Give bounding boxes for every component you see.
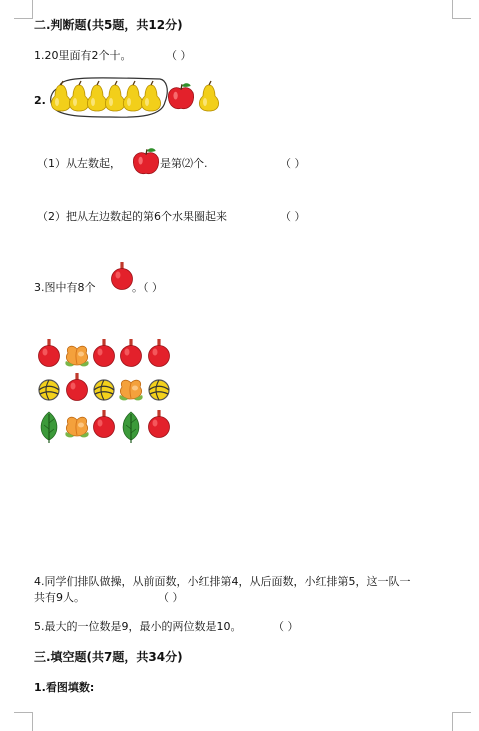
question-text: 1.20里面有2个十。 [34, 49, 132, 62]
question-3-pre: 3.图中有8个 [34, 281, 96, 294]
paddle-icon [94, 410, 115, 438]
answer-paren: （ ） [280, 210, 306, 223]
fill-question-1: 1.看图填数: [34, 681, 95, 694]
paddle-icon [94, 339, 115, 367]
ball-icon [149, 380, 169, 400]
peach-icon [119, 380, 142, 400]
question-2-label: 2. [34, 94, 46, 107]
ball-icon [39, 380, 59, 400]
paddle-icon [149, 410, 170, 438]
leaf-icon [123, 412, 139, 443]
answer-paren: （ ） [166, 49, 192, 62]
section-title: 三.填空题(共7题，共34分) [34, 650, 183, 664]
question-2-sub1-pre: （1）从左数起， [37, 157, 121, 170]
peach-icon [65, 417, 88, 437]
leaf-icon [41, 412, 57, 443]
ball-icon [94, 380, 114, 400]
question-3-post: 。（ ） [132, 281, 163, 294]
paddle-icon [149, 339, 170, 367]
paddle-icon [67, 373, 88, 401]
section-title: 二.判断题(共5题，共12分) [34, 18, 183, 32]
question-5: 5.最大的一位数是9，最小的两位数是10。 [34, 620, 242, 633]
answer-paren: （ ） [273, 620, 299, 633]
answer-paren: （ ） [158, 591, 184, 604]
question-4-line1: 4.同学们排队做操，从前面数，小红排第4，从后面数，小红排第5，这一队一 [34, 575, 411, 588]
question-4-line2: 共有9人。 [34, 591, 85, 604]
paddle-icon [39, 339, 60, 367]
peach-icon [65, 346, 88, 366]
answer-paren: （ ） [280, 157, 306, 170]
paddle-icon [121, 339, 142, 367]
question-2-sub2: （2）把从左边数起的第6个水果圈起来 [37, 210, 227, 223]
question-2-sub1-post: 是第⑵个. [160, 157, 208, 170]
